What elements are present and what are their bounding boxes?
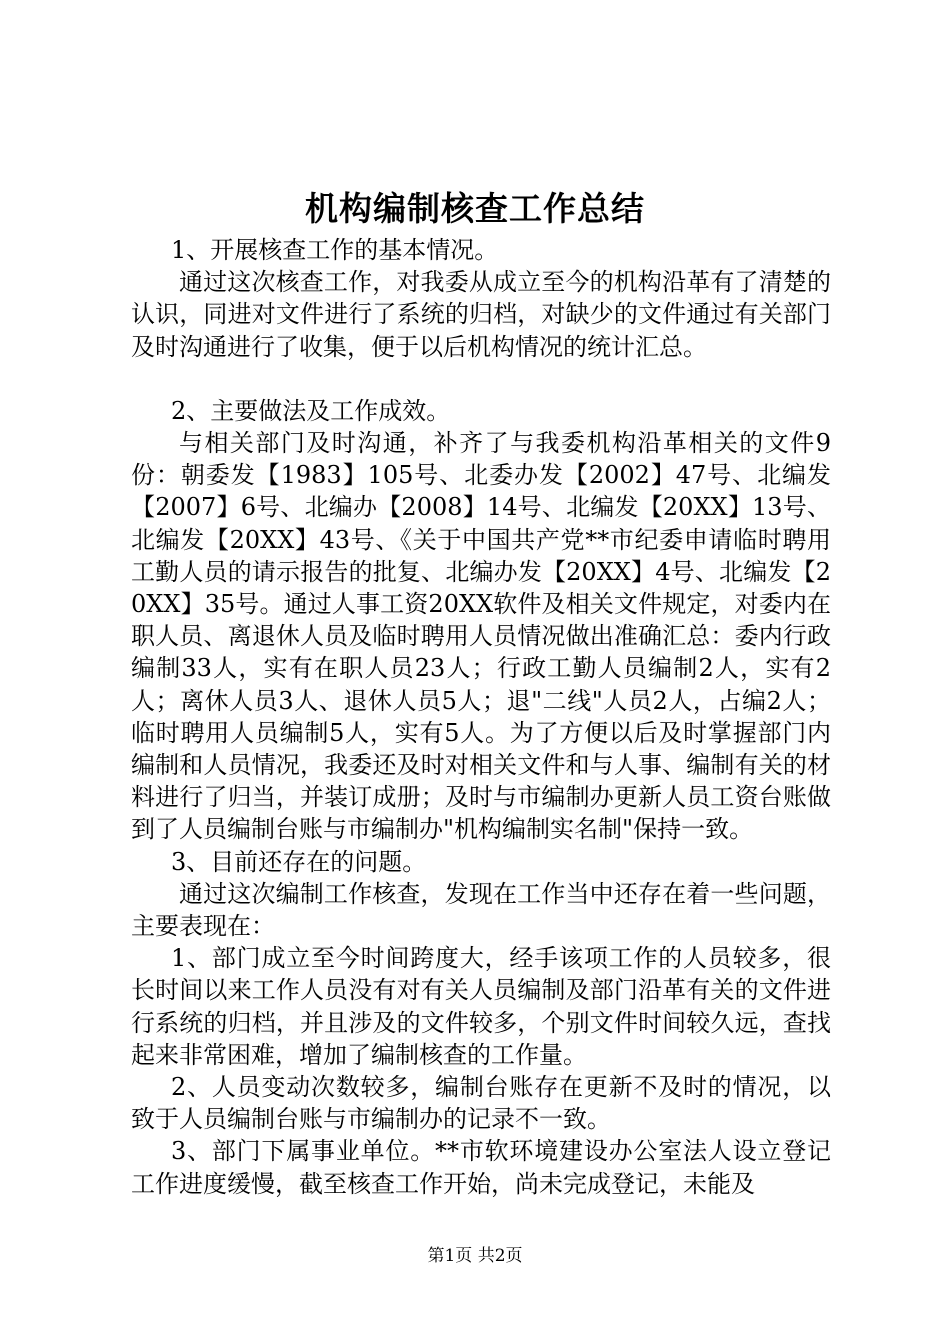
document-body (131, 234, 831, 1200)
paragraph-problem-3: 3、部门下属事业单位。**市软环境建设办公室法人设立登记工作进度缓慢，截至核查工作开始，尚未完成登记，未能及 (131, 1137, 831, 1198)
paragraph-problem-1: 1、部门成立至今时间跨度大，经手该项工作的人员较多，很长时间以来工作人员没有对有关人员编制及部门沿革有关的文件进行系统的归档，并且涉及的文件较多，个别文件时间较久远，查找起来非常困难，增加了编制核查的工作量。 (131, 944, 831, 1069)
section-heading-existing-problems: 3、目前还存在的问题。 (171, 847, 427, 876)
paragraph-problem-2: 2、人员变动次数较多，编制台账存在更新不及时的情况，以致于人员编制台账与市编制办的记录不一致。 (131, 1073, 831, 1134)
section-heading-basic-situation: 1、开展核查工作的基本情况。 (171, 236, 499, 264)
document-title: 机构编制核查工作总结 (305, 189, 645, 228)
page-footer: 第1页 共2页 (427, 1246, 523, 1266)
paragraph-basic-situation: 通过这次核查工作，对我委从成立至今的机构沿革有了清楚的认识，同进对文件进行了系统的归档，对缺少的文件通过有关部门及时沟通进行了收集，便于以后机构情况的统计汇总。 (131, 268, 831, 361)
section-heading-methods-results: 2、主要做法及工作成效。 (171, 396, 451, 425)
paragraph-problems-intro: 通过这次编制工作核查，发现在工作当中还存在着一些问题，主要表现在： (131, 879, 831, 941)
paragraph-methods-results: 与相关部门及时沟通，补齐了与我委机构沿革相关的文件9份：朝委发【1983】105号、北委办发【2002】47号、北编发【2007】6号、北编办【2008】14号、北编发【20XX】13号、北编发【20XX】43号、《关于中国共产党**市纪委申请临时聘用工勤人员的请示报告的批复、北编办发【20XX】4号、北编发【20XX】35号。通过人事工资20XX软件及相关文件规定，对委内在职人员、离退休人员及临时聘用人员情况做出准确汇总：委内行政编制33人，实有在职人员23人；行政工勤人员编制2人，实有2人；离休人员3人、退休人员5人；退"二线"人员2人，占编2人；临时聘用人员编制5人，实有5人。为了方便以后及时掌握部门内编制和人员情况，我委还及时对相关文件和与人事、编制有关的材料进行了归当，并装订成册；及时与市编制办更新人员工资台账做到了人员编制台账与市编制办"机构编制实名制"保持一致。 (131, 429, 831, 844)
